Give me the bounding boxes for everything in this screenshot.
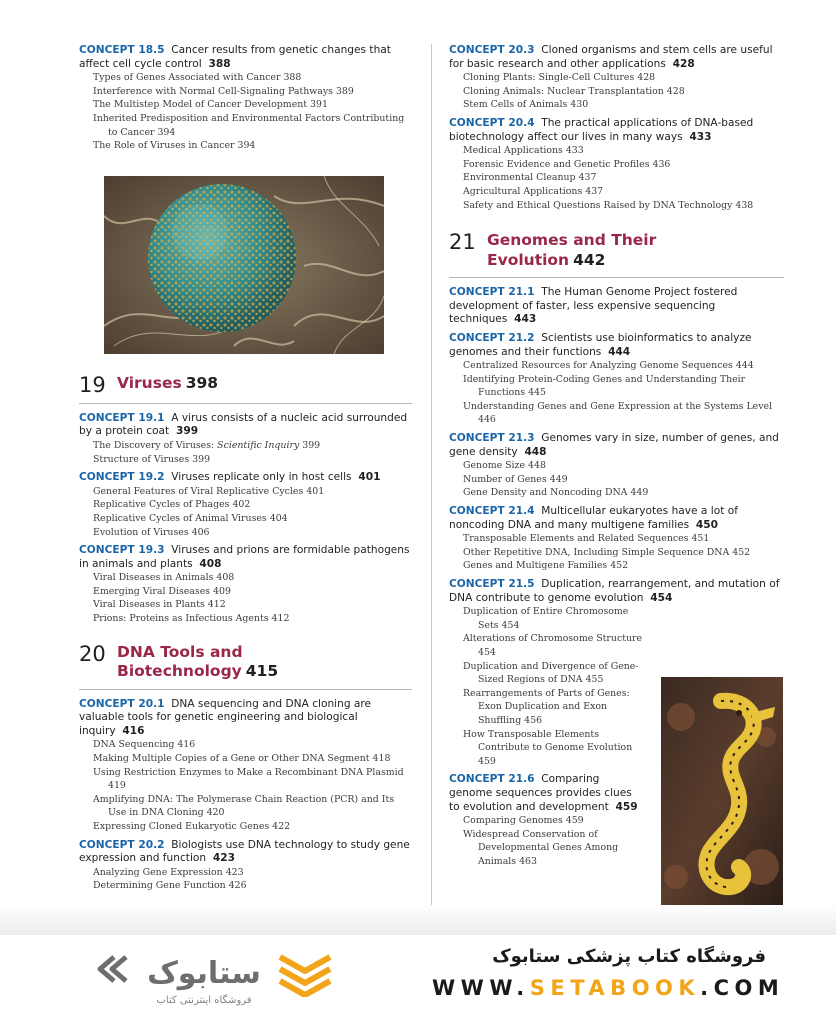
- chapter-number: 20: [79, 641, 106, 666]
- concept-page: 448: [524, 445, 547, 458]
- concept-20-3: [449, 44, 784, 112]
- topic-item: Environmental Cleanup 437: [463, 172, 597, 184]
- concept-page: 408: [199, 557, 222, 570]
- left-column: [79, 44, 412, 898]
- concept-18-5: [79, 44, 412, 153]
- concept-label: CONCEPT 20.1: [79, 697, 165, 710]
- topic-item: Emerging Viral Diseases 409: [93, 585, 231, 597]
- concept-text: Multicellular eukaryotes have a lot of noncoding DNA and many multigene families: [449, 505, 738, 531]
- topic-item: Viral Diseases in Animals 408: [93, 572, 235, 584]
- topic-item: Analyzing Gene Expression 423: [93, 866, 244, 878]
- virus-micrograph-image: [104, 176, 384, 354]
- topic-item: How Transposable Elements Contribute to Genome Evolution 459: [463, 728, 633, 767]
- chapter-number: 21: [449, 230, 476, 255]
- store-url-link[interactable]: WWW.SETABOOK.COM: [432, 976, 785, 1000]
- column-divider: [431, 44, 432, 914]
- concept-text: The practical applications of DNA-based biotechnology affect our lives in many ways: [449, 116, 754, 143]
- concept-19-2: [79, 471, 412, 539]
- concept-label: CONCEPT 18.5: [79, 44, 165, 56]
- concept-text: Viruses replicate only in host cells: [171, 471, 352, 484]
- topic-item: Agricultural Applications 437: [463, 185, 604, 197]
- italic-term: Scientific Inquiry: [217, 439, 300, 451]
- concept-label: CONCEPT 21.4: [449, 505, 535, 518]
- chapter-page: 398: [185, 373, 219, 392]
- concept-page: 433: [689, 130, 712, 143]
- chapter-19-heading: [79, 374, 412, 404]
- book-logo-icon: [276, 951, 334, 1001]
- topic-item: Duplication and Divergence of Gene-Sized Regions of DNA 455: [463, 660, 639, 686]
- concept-page: 401: [358, 471, 381, 484]
- topic-item: Stem Cells of Animals 430: [463, 99, 589, 111]
- concept-21-3: [449, 432, 784, 500]
- topic-item: Medical Applications 433: [463, 145, 584, 157]
- chapter-20-heading: [79, 643, 412, 690]
- concept-label: CONCEPT 20.3: [449, 44, 535, 56]
- concept-page: 428: [672, 57, 695, 70]
- concept-text: DNA sequencing and DNA cloning are valuable tools for genetic engineering and biological inquiry: [79, 697, 372, 737]
- footer-fade: [0, 905, 836, 935]
- concept-19-1: [79, 412, 412, 466]
- topic-item: Transposable Elements and Related Sequences 451: [463, 533, 710, 545]
- concept-text: Genomes vary in size, number of genes, and gene density: [449, 432, 779, 458]
- concept-page: 388: [208, 57, 231, 70]
- concept-text: Comparing genome sequences provides clues to evolution and development: [449, 773, 632, 813]
- topic-item: Interference with Normal Cell-Signaling Pathways 389: [93, 85, 354, 97]
- concept-21-2: [449, 332, 784, 427]
- concept-label: CONCEPT 21.6: [449, 773, 535, 786]
- topic-item: General Features of Viral Replicative Cycles 401: [93, 485, 325, 497]
- concept-page: 443: [514, 313, 537, 326]
- topic-item: Replicative Cycles of Animal Viruses 404: [93, 512, 288, 524]
- concept-page: 450: [695, 518, 719, 531]
- concept-page: 454: [650, 591, 673, 604]
- concept-label: CONCEPT 20.2: [79, 838, 165, 851]
- topic-item: Making Multiple Copies of a Gene or Other DNA Segment 418: [93, 753, 391, 765]
- topic-item: Using Restriction Enzymes to Make a Recombinant DNA Plasmid 419: [93, 766, 404, 792]
- chapter-number: 19: [79, 372, 106, 397]
- concept-page: 399: [175, 425, 199, 438]
- concept-20-4: [449, 117, 784, 212]
- topic-item: Centralized Resources for Analyzing Genome Sequences 444: [463, 360, 754, 372]
- concept-20-1: [79, 698, 412, 834]
- topic-item: Duplication of Entire Chromosome Sets 454: [463, 606, 629, 631]
- chapter-page: 415: [245, 662, 279, 681]
- chapter-21-heading: [449, 231, 784, 278]
- topic-item: Comparing Genomes 459: [463, 815, 584, 827]
- topic-item: Forensic Evidence and Genetic Profiles 436: [463, 158, 671, 170]
- topic-item: Understanding Genes and Gene Expression at the Systems Level 446: [463, 400, 773, 426]
- concept-text: A virus consists of a nucleic acid surrounded by a protein coat: [79, 411, 408, 438]
- concept-page: 459: [615, 800, 638, 813]
- concept-20-2: [79, 839, 412, 893]
- concept-21-4: [449, 505, 784, 573]
- store-name: فروشگاه کتاب پزشکی ستابوک: [492, 946, 766, 967]
- concept-label: CONCEPT 21.3: [449, 432, 535, 445]
- topic-item: Prions: Proteins as Infectious Agents 412: [93, 613, 290, 625]
- topic-item: Genes and Multigene Families 452: [463, 560, 629, 572]
- seahorse-photo-image: [661, 677, 783, 907]
- concept-label: CONCEPT 19.3: [79, 544, 165, 557]
- concept-text: Biologists use DNA technology to study gene expression and function: [79, 838, 410, 865]
- topic-item: Rearrangements of Parts of Genes: Exon Duplication and Exon Shuffling 456: [463, 687, 630, 726]
- concept-label: CONCEPT 19.2: [79, 471, 165, 484]
- chapter-title: Evolution: [487, 250, 570, 269]
- chevron-left-icon: [100, 957, 126, 981]
- concept-label: CONCEPT 20.4: [449, 116, 535, 129]
- concept-label: CONCEPT 21.2: [449, 331, 535, 344]
- topic-item: Gene Density and Noncoding DNA 449: [463, 487, 649, 499]
- topic-item: Structure of Viruses 399: [93, 453, 211, 465]
- setabook-logo: [92, 947, 267, 1009]
- concept-label: CONCEPT 21.1: [449, 286, 535, 299]
- concept-label: CONCEPT 21.5: [449, 578, 535, 590]
- chapter-title: Genomes and Their: [487, 231, 657, 250]
- topic-item: Types of Genes Associated with Cancer 388: [93, 72, 302, 84]
- concept-21-1: [449, 286, 784, 327]
- concept-21-6: [449, 773, 645, 868]
- topic-item: Cloning Plants: Single-Cell Cultures 428: [463, 72, 656, 84]
- topic-item: DNA Sequencing 416: [93, 739, 196, 751]
- topic-item: Number of Genes 449: [463, 473, 568, 485]
- url-highlight: SETABOOK: [529, 976, 701, 1000]
- concept-text: Scientists use bioinformatics to analyze genomes and their functions: [449, 331, 752, 358]
- topic-item: Expressing Cloned Eukaryotic Genes 422: [93, 821, 291, 832]
- topic-item: Cloning Animals: Nuclear Transplantation 428: [463, 85, 685, 97]
- concept-page: 444: [608, 345, 631, 358]
- logo-tagline: فروشگاه اینترنتی کتاب: [156, 995, 252, 1006]
- topic-item: Widespread Conservation of Developmental Genes Among Animals 463: [463, 828, 619, 867]
- topic-item: Identifying Protein-Coding Genes and Understanding Their Functions 445: [463, 373, 746, 399]
- concept-text: Cancer results from genetic changes that affect cell cycle control: [79, 44, 391, 70]
- concept-page: 423: [212, 852, 235, 865]
- topic-item: Other Repetitive DNA, Including Simple Sequence DNA 452: [463, 546, 751, 558]
- chapter-page: 442: [573, 250, 606, 269]
- topic-item: Safety and Ethical Questions Raised by DNA Technology 438: [463, 199, 754, 211]
- concept-label: CONCEPT 19.1: [79, 411, 165, 424]
- topic-item: The Discovery of Viruses: Scientific Inquiry 399: [93, 439, 321, 451]
- topic-item: Alterations of Chromosome Structure 454: [463, 633, 643, 658]
- chapter-title: Viruses: [117, 373, 182, 392]
- concept-text: The Human Genome Project fostered development of faster, less expensive sequencing techniques: [449, 286, 738, 326]
- concept-page: 416: [122, 724, 145, 737]
- topic-item: Amplifying DNA: The Polymerase Chain Reaction (PCR) and Its Use in DNA Cloning 420: [93, 793, 395, 819]
- topic-item: Replicative Cycles of Phages 402: [93, 499, 251, 511]
- topic-item: Inherited Predisposition and Environmental Factors Contributing to Cancer 394: [93, 112, 405, 138]
- logo-word: ستابوک: [147, 956, 261, 991]
- concept-text: Viruses and prions are formidable pathogens in animals and plants: [79, 544, 410, 570]
- topic-item: Determining Gene Function 426: [93, 880, 247, 892]
- chapter-title: Biotechnology: [117, 662, 242, 681]
- topic-item: The Multistep Model of Cancer Development 391: [93, 99, 328, 111]
- concept-text: Duplication, rearrangement, and mutation of DNA contribute to genome evolution: [449, 578, 780, 604]
- concept-19-3: [79, 544, 412, 626]
- chapter-title: DNA Tools and: [117, 642, 243, 661]
- topic-item: Viral Diseases in Plants 412: [93, 599, 226, 611]
- topic-item: The Role of Viruses in Cancer 394: [93, 140, 256, 152]
- topic-item: Evolution of Viruses 406: [93, 526, 210, 538]
- concept-text: Cloned organisms and stem cells are useful for basic research and other applications: [449, 44, 773, 70]
- topic-item: Genome Size 448: [463, 460, 546, 472]
